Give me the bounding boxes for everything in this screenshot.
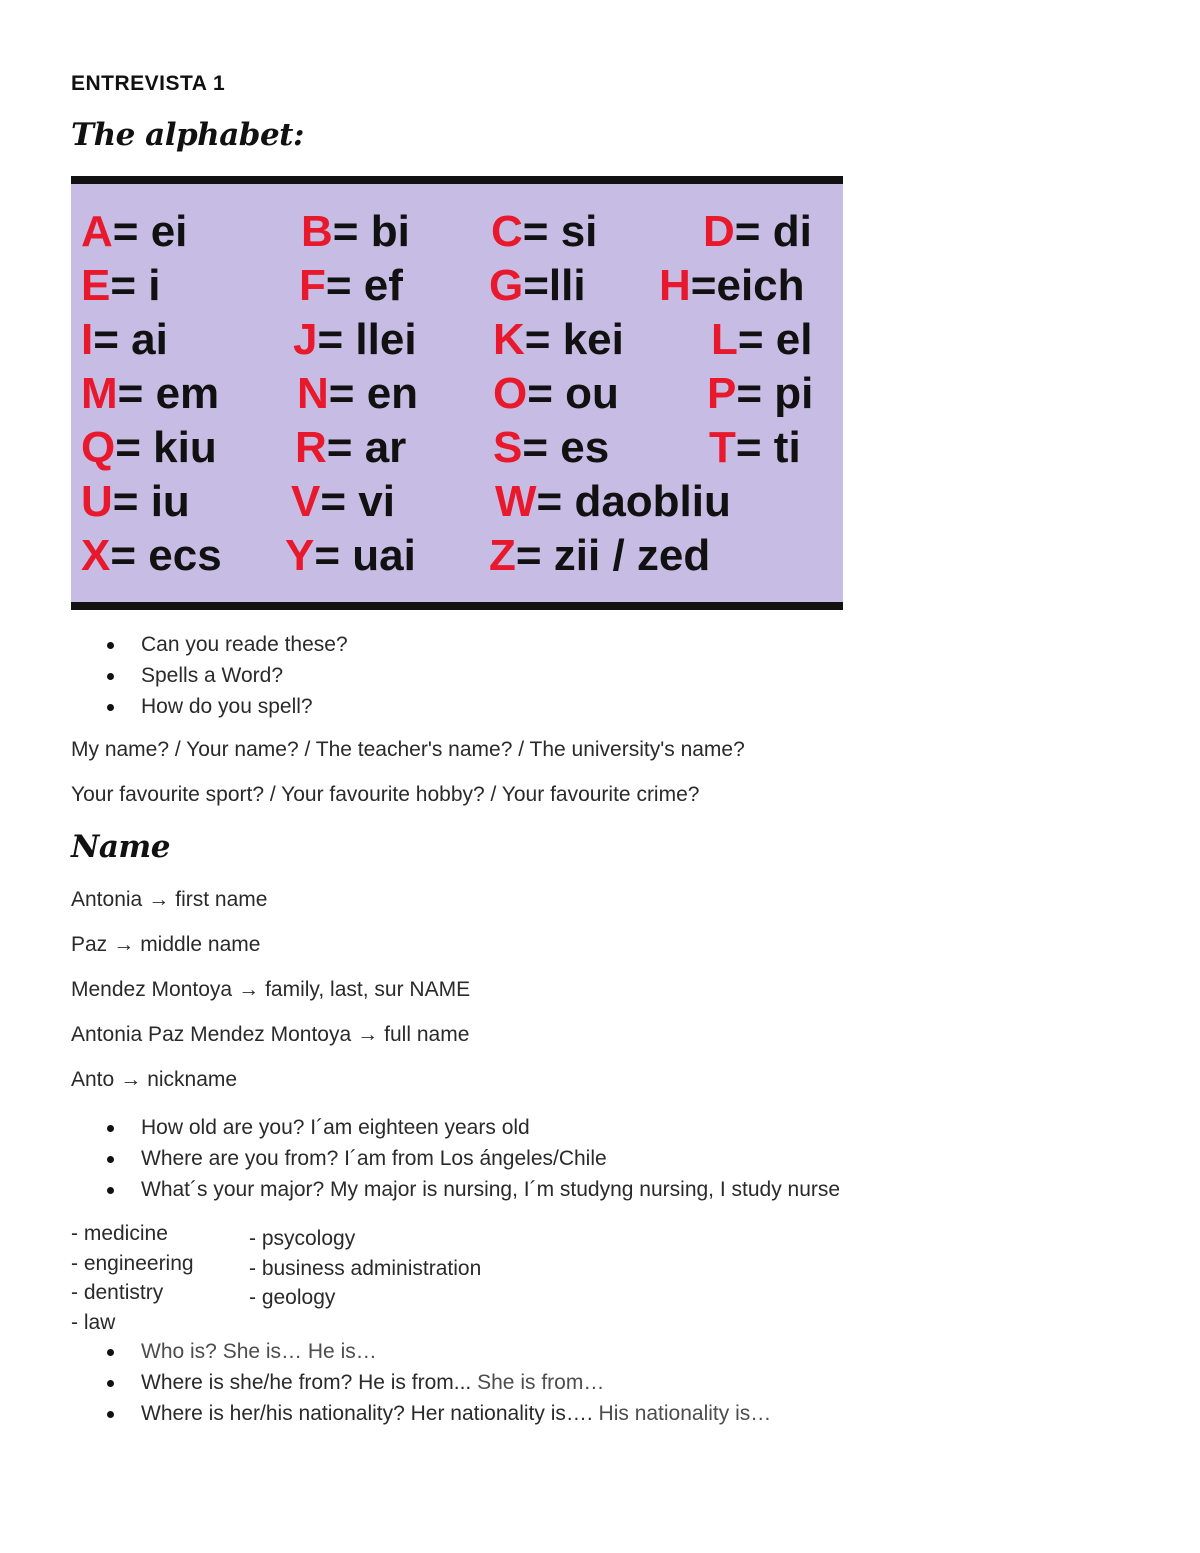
name-term: Paz xyxy=(71,933,108,956)
alphabet-letter: L xyxy=(711,315,738,364)
alphabet-cell-k xyxy=(493,315,624,365)
name-term: Anto xyxy=(71,1068,115,1091)
alphabet-sound: =eich xyxy=(690,261,805,310)
list-item: - engineering xyxy=(71,1251,194,1275)
spelling-questions-list xyxy=(71,629,348,722)
list-item: What´s your major? My major is nursing, I´m studyng nursing, I study nurse xyxy=(71,1174,840,1205)
list-item xyxy=(71,1398,771,1429)
alphabet-cell-x xyxy=(81,531,222,581)
list-item: - psycology xyxy=(249,1227,356,1250)
alphabet-cell-b xyxy=(301,207,410,257)
alphabet-cell-i xyxy=(81,315,168,365)
alphabet-cell-z xyxy=(489,531,710,581)
alphabet-letter: X xyxy=(81,531,111,580)
alphabet-cell-m xyxy=(81,369,219,419)
alphabet-cell-r xyxy=(295,423,406,473)
alphabet-sound: = el xyxy=(737,315,813,364)
document-title: ENTREVISTA 1 xyxy=(71,72,226,95)
alphabet-letter: A xyxy=(81,207,113,256)
alphabet-letter: S xyxy=(493,423,523,472)
majors-list-left xyxy=(71,1219,194,1337)
alphabet-sound: = ef xyxy=(325,261,403,310)
list-item: Spells a Word? xyxy=(71,660,348,691)
alphabet-sound: = kiu xyxy=(115,423,217,472)
alphabet-letter: V xyxy=(291,477,321,526)
alphabet-cell-h xyxy=(659,261,805,311)
alphabet-cell-u xyxy=(81,477,190,527)
alphabet-cell-w xyxy=(495,477,731,527)
list-item: Can you reade these? xyxy=(71,629,348,660)
alphabet-cell-c xyxy=(491,207,597,257)
alphabet-letter: K xyxy=(493,315,525,364)
alphabet-cell-v xyxy=(291,477,395,527)
list-item: Where are you from? I´am from Los ángeles/Chile xyxy=(71,1143,840,1174)
alphabet-cell-s xyxy=(493,423,609,473)
alphabet-letter: Y xyxy=(285,531,315,580)
alphabet-sound: = zii / zed xyxy=(515,531,711,580)
name-meaning: family, last, sur NAME xyxy=(265,978,471,1001)
alphabet-letter: Q xyxy=(81,423,116,472)
majors-list-right xyxy=(249,1224,481,1313)
names-question-line: My name? / Your name? / The teacher's name? / The university's name? xyxy=(71,738,745,761)
name-meaning: middle name xyxy=(140,933,261,956)
name-term-row xyxy=(71,933,260,957)
alphabet-sound: = vi xyxy=(320,477,395,526)
question-text: Who is? xyxy=(141,1340,217,1363)
alphabet-letter: B xyxy=(301,207,333,256)
arrow-right-icon: → xyxy=(148,888,170,911)
arrow-right-icon: → xyxy=(357,1023,379,1046)
alphabet-letter: P xyxy=(707,369,737,418)
alphabet-sound: = iu xyxy=(112,477,190,526)
alphabet-sound: = si xyxy=(522,207,598,256)
answer-text: His nationality is… xyxy=(592,1402,772,1425)
alphabet-sound: = llei xyxy=(317,315,417,364)
alphabet-sound: = ou xyxy=(527,369,619,418)
alphabet-letter: N xyxy=(297,369,329,418)
alphabet-sound: = em xyxy=(117,369,220,418)
alphabet-cell-l xyxy=(711,315,813,365)
alphabet-letter: C xyxy=(491,207,523,256)
question-text: Where is her/his nationality? Her nationality is…. xyxy=(141,1402,593,1425)
favourites-question-line: Your favourite sport? / Your favourite hobby? / Your favourite crime? xyxy=(71,783,700,806)
list-item: - business administration xyxy=(249,1256,482,1280)
list-item xyxy=(71,1367,771,1398)
heading-name: Name xyxy=(71,829,170,865)
alphabet-cell-j xyxy=(293,315,417,365)
alphabet-sound: = kei xyxy=(524,315,624,364)
alphabet-cell-p xyxy=(707,369,813,419)
list-item: - medicine xyxy=(71,1222,168,1245)
alphabet-letter: G xyxy=(489,261,524,310)
alphabet-sound: = di xyxy=(734,207,812,256)
list-item: - law xyxy=(71,1310,116,1334)
list-item: - dentistry xyxy=(71,1281,164,1304)
alphabet-letter: O xyxy=(493,369,528,418)
alphabet-letter: T xyxy=(709,423,736,472)
name-term: Antonia xyxy=(71,888,143,911)
list-item xyxy=(71,1336,771,1367)
alphabet-cell-o xyxy=(493,369,619,419)
third-person-questions-list xyxy=(71,1336,771,1429)
alphabet-letter: F xyxy=(299,261,326,310)
alphabet-cell-n xyxy=(297,369,418,419)
alphabet-letter: H xyxy=(659,261,691,310)
arrow-right-icon: → xyxy=(113,933,135,956)
name-term-row xyxy=(71,888,267,912)
question-text: Where is she/he from? He is from... xyxy=(141,1371,472,1394)
answer-text: She is… He is… xyxy=(216,1340,377,1363)
alphabet-cell-t xyxy=(709,423,801,473)
alphabet-letter: J xyxy=(293,315,318,364)
arrow-right-icon: → xyxy=(238,978,260,1001)
name-term-row xyxy=(71,978,470,1002)
answer-text: She is from… xyxy=(471,1371,605,1394)
alphabet-sound: =lli xyxy=(523,261,586,310)
alphabet-cell-a xyxy=(81,207,187,257)
name-term: Antonia Paz Mendez Montoya xyxy=(71,1023,352,1046)
alphabet-cell-g xyxy=(489,261,586,311)
alphabet-letter: U xyxy=(81,477,113,526)
alphabet-sound: = ecs xyxy=(110,531,222,580)
list-item: - geology xyxy=(249,1286,336,1309)
name-meaning: nickname xyxy=(147,1068,238,1091)
alphabet-sound: = i xyxy=(110,261,161,310)
name-term-row xyxy=(71,1023,469,1047)
alphabet-cell-q xyxy=(81,423,217,473)
alphabet-cell-y xyxy=(285,531,416,581)
alphabet-sound: = ar xyxy=(326,423,407,472)
alphabet-cell-d xyxy=(703,207,812,257)
alphabet-sound: = pi xyxy=(736,369,814,418)
alphabet-sound: = bi xyxy=(332,207,410,256)
name-term: Mendez Montoya xyxy=(71,978,233,1001)
list-item: How do you spell? xyxy=(71,691,348,722)
alphabet-letter: E xyxy=(81,261,111,310)
alphabet-sound: = uai xyxy=(314,531,416,580)
alphabet-letter: R xyxy=(295,423,327,472)
alphabet-letter: W xyxy=(495,477,537,526)
alphabet-letter: D xyxy=(703,207,735,256)
name-term-row xyxy=(71,1068,237,1092)
alphabet-letter: I xyxy=(81,315,94,364)
alphabet-sound: = es xyxy=(522,423,610,472)
alphabet-sound: = en xyxy=(328,369,419,418)
personal-questions-list xyxy=(71,1112,840,1205)
alphabet-letter: M xyxy=(81,369,118,418)
alphabet-chart xyxy=(71,176,843,610)
alphabet-sound: = ai xyxy=(93,315,168,364)
alphabet-sound: = ti xyxy=(735,423,801,472)
arrow-right-icon: → xyxy=(120,1068,142,1091)
name-meaning: first name xyxy=(175,888,268,911)
alphabet-cell-e xyxy=(81,261,161,311)
heading-alphabet: The alphabet: xyxy=(71,117,304,153)
list-item: How old are you? I´am eighteen years old xyxy=(71,1112,840,1143)
alphabet-letter: Z xyxy=(489,531,516,580)
alphabet-sound: = daobliu xyxy=(536,477,731,526)
name-meaning: full name xyxy=(384,1023,470,1046)
alphabet-sound: = ei xyxy=(112,207,188,256)
alphabet-cell-f xyxy=(299,261,403,311)
